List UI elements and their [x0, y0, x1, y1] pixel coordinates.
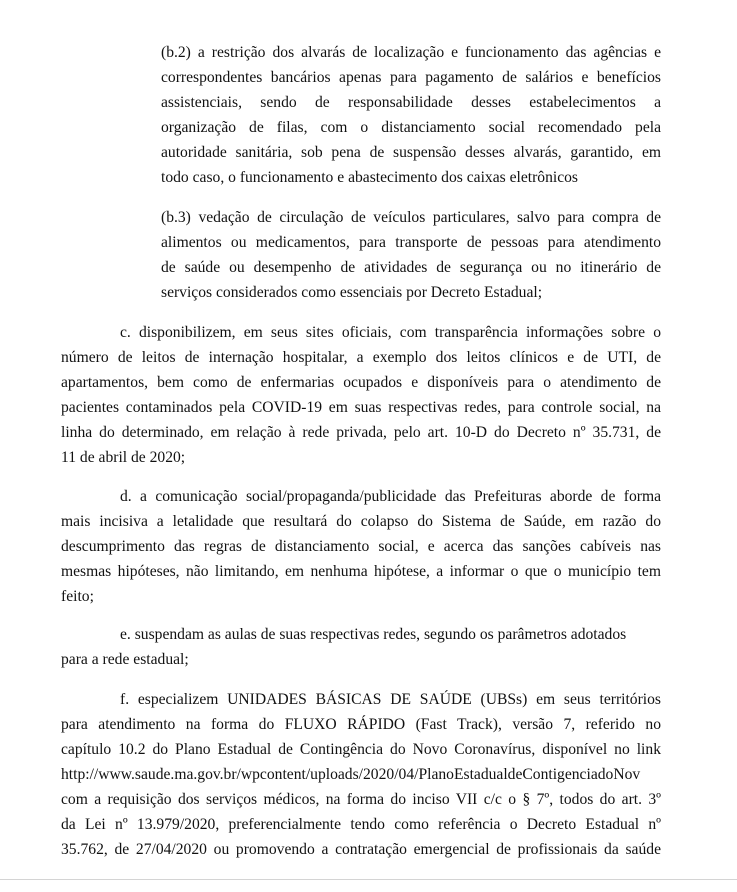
text-line: capítulo 10.2 do Plano Estadual de Contingência do Novo Coronavírus, disponível no link: [61, 741, 661, 758]
text-line: feito;: [61, 588, 94, 605]
paragraph-f: [61, 687, 661, 862]
paragraph-b2: [161, 40, 661, 190]
paragraph-b3: [161, 205, 661, 305]
text-line: descumprimento das regras de distanciamento social, e acerca das sanções cabíveis nas: [61, 538, 661, 555]
text-line: mais incisiva a letalidade que resultará do colapso do Sistema de Saúde, em razão do: [61, 513, 661, 530]
paragraph-d: [61, 484, 661, 609]
text-line: organização de filas, com o distanciamento social recomendado pela: [161, 119, 661, 136]
text-line: todo caso, o funcionamento e abastecimento dos caixas eletrônicos: [161, 169, 578, 186]
text-line: de saúde ou desempenho de atividades de segurança ou no itinerário de: [161, 259, 661, 276]
text-line: com a requisição dos serviços médicos, na forma do inciso VII c/c o § 7º, todos do art. 3º: [61, 791, 661, 808]
text-line: c. disponibilizem, em seus sites oficiais, com transparência informações sobre o: [120, 324, 661, 341]
text-line: 35.762, de 27/04/2020 ou promovendo a contratação emergencial de profissionais da saúde: [61, 841, 661, 858]
text-line: número de leitos de internação hospitalar, a exemplo dos leitos clínicos e de UTI, de: [61, 349, 661, 366]
text-line: d. a comunicação social/propaganda/publicidade das Prefeituras aborde de forma: [120, 488, 661, 505]
text-line: alimentos ou medicamentos, para transporte de pessoas para atendimento: [161, 234, 661, 251]
text-line: da Lei nº 13.979/2020, preferencialmente tendo como referência o Decreto Estadual nº: [61, 816, 661, 833]
text-line: mesmas hipóteses, não limitando, em nenhuma hipótese, a informar o que o município tem: [61, 563, 661, 580]
text-line: (b.3) vedação de circulação de veículos particulares, salvo para compra de: [161, 209, 661, 226]
text-line: pacientes contaminados pela COVID-19 em suas respectivas redes, para controle social, na: [61, 399, 661, 416]
text-line: linha do determinado, em relação à rede privada, pelo art. 10-D do Decreto nº 35.731, de: [61, 424, 661, 441]
link-url[interactable]: http://www.saude.ma.gov.br/wpcontent/uploads/2020/04/PlanoEstadualdeContigenciadoNov: [61, 766, 641, 783]
text-line: 11 de abril de 2020;: [61, 449, 186, 466]
text-line: serviços considerados como essenciais por Decreto Estadual;: [161, 284, 543, 301]
text-line: apartamentos, bem como de enfermarias ocupados e disponíveis para o atendimento de: [61, 374, 661, 391]
paragraph-c: [61, 320, 661, 470]
paragraph-e: [61, 622, 661, 672]
text-line: assistenciais, sendo de responsabilidade desses estabelecimentos a: [161, 94, 661, 111]
text-line: para atendimento na forma do FLUXO RÁPIDO (Fast Track), versão 7, referido no: [61, 716, 661, 733]
text-line: correspondentes bancários apenas para pagamento de salários e benefícios: [161, 69, 661, 86]
text-line: (b.2) a restrição dos alvarás de localização e funcionamento das agências e: [161, 44, 661, 61]
text-line: autoridade sanitária, sob pena de suspensão desses alvarás, garantido, em: [161, 144, 661, 161]
text-line: f. especializem UNIDADES BÁSICAS DE SAÚDE (UBSs) em seus territórios: [120, 691, 661, 708]
text-line: e. suspendam as aulas de suas respectivas redes, segundo os parâmetros adotados: [120, 626, 627, 643]
text-line: para a rede estadual;: [61, 651, 189, 668]
page-bottom-border: [0, 879, 737, 880]
